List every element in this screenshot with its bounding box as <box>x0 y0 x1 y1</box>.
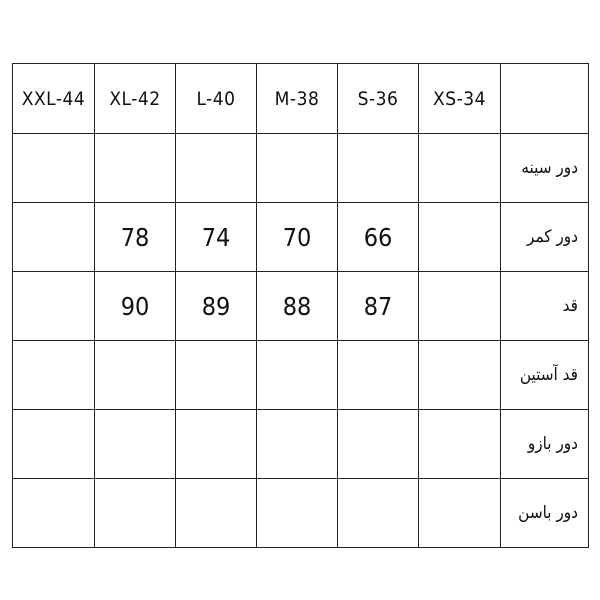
hip-s-36 <box>338 479 419 548</box>
row-label-length: قد <box>501 272 589 341</box>
length-m-38: 88 <box>257 272 338 341</box>
row-label-sleeve-length: قد آستین <box>501 341 589 410</box>
row-label-chest: دور سینه <box>501 134 589 203</box>
waist-xxl-44 <box>13 203 95 272</box>
row-length <box>13 272 589 341</box>
row-chest <box>13 134 589 203</box>
waist-xl-42: 78 <box>95 203 176 272</box>
chest-l-40 <box>176 134 257 203</box>
length-xxl-44 <box>13 272 95 341</box>
length-xl-42: 90 <box>95 272 176 341</box>
row-sleeve-length <box>13 341 589 410</box>
header-row <box>13 64 589 134</box>
arm-s-36 <box>338 410 419 479</box>
arm-xs-34 <box>419 410 501 479</box>
chest-xxl-44 <box>13 134 95 203</box>
size-header-s-36: S-36 <box>338 64 419 134</box>
corner-cell <box>501 64 589 134</box>
chest-m-38 <box>257 134 338 203</box>
size-header-l-40: L-40 <box>176 64 257 134</box>
chest-xs-34 <box>419 134 501 203</box>
waist-l-40: 74 <box>176 203 257 272</box>
hip-xs-34 <box>419 479 501 548</box>
hip-xxl-44 <box>13 479 95 548</box>
waist-m-38: 70 <box>257 203 338 272</box>
length-xs-34 <box>419 272 501 341</box>
row-hip <box>13 479 589 548</box>
row-label-hip: دور باسن <box>501 479 589 548</box>
arm-l-40 <box>176 410 257 479</box>
sleeve-xs-34 <box>419 341 501 410</box>
size-header-xxl-44: XXL-44 <box>13 64 95 134</box>
arm-xl-42 <box>95 410 176 479</box>
hip-l-40 <box>176 479 257 548</box>
row-label-waist: دور کمر <box>501 203 589 272</box>
size-header-m-38: M-38 <box>257 64 338 134</box>
size-chart-table <box>12 63 589 548</box>
sleeve-l-40 <box>176 341 257 410</box>
sleeve-m-38 <box>257 341 338 410</box>
sleeve-xl-42 <box>95 341 176 410</box>
waist-s-36: 66 <box>338 203 419 272</box>
sleeve-s-36 <box>338 341 419 410</box>
waist-xs-34 <box>419 203 501 272</box>
length-l-40: 89 <box>176 272 257 341</box>
size-header-xl-42: XL-42 <box>95 64 176 134</box>
arm-m-38 <box>257 410 338 479</box>
hip-m-38 <box>257 479 338 548</box>
arm-xxl-44 <box>13 410 95 479</box>
chest-s-36 <box>338 134 419 203</box>
hip-xl-42 <box>95 479 176 548</box>
row-label-arm: دور بازو <box>501 410 589 479</box>
row-waist <box>13 203 589 272</box>
row-arm <box>13 410 589 479</box>
chest-xl-42 <box>95 134 176 203</box>
size-header-xs-34: XS-34 <box>419 64 501 134</box>
length-s-36: 87 <box>338 272 419 341</box>
sleeve-xxl-44 <box>13 341 95 410</box>
